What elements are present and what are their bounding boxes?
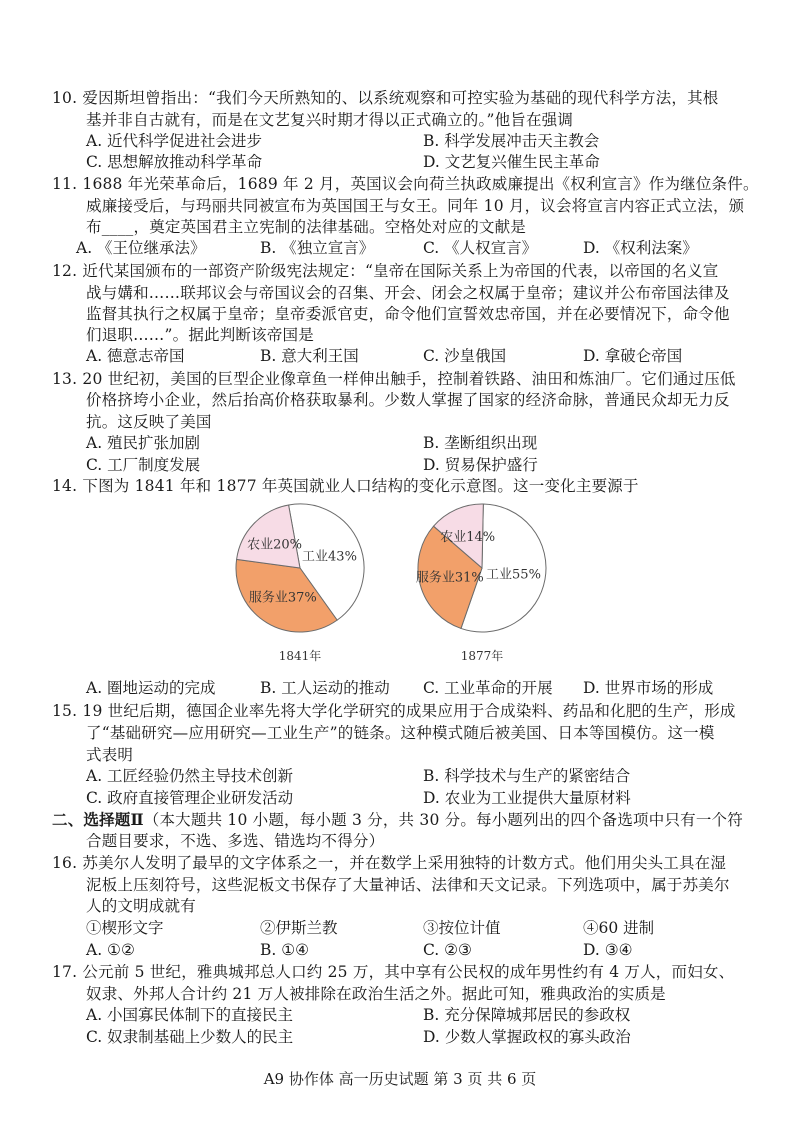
question-16-text-line-3: 人的文明成就有 [86,897,196,915]
question-14-option-b: B. 工人运动的推动 [260,679,390,697]
question-10-text-line-2: 基并非自古就有，而是在文艺复兴时期才得以正式确立的。”他旨在强调 [86,111,574,129]
question-16-item-2: ②伊斯兰教 [260,919,338,937]
question-13-option-a: A. 殖民扩张加剧 [86,434,201,452]
question-11-option-d: D. 《权利法案》 [583,239,698,257]
question-12-option-c: C. 沙皇俄国 [423,347,507,365]
question-16-option-a: A. ①② [86,941,135,959]
question-17-text-line-1: 17. 公元前 5 世纪，雅典城邦总人口约 25 万，其中享有公民权的成年男性约有 4 万人，而妇女、 [52,963,735,981]
section-2-instructions-line-1: （本大题共 10 小题，每小题 3 分，共 30 分。每小题列出的四个备选项中只有一个符 [143,811,743,829]
question-12-option-a: A. 德意志帝国 [86,347,185,365]
pie-1-label-2: 农业14% [440,529,496,545]
question-11-option-c: C. 《人权宣言》 [423,239,538,257]
pie-0-label-0: 工业43% [302,549,357,565]
question-15-text-line-1: 15. 19 世纪后期，德国企业率先将大学化学研究的成果应用于合成染料、药品和化肥的生产，形成 [52,702,736,720]
question-15-text-line-3: 式表明 [86,746,134,764]
question-16-item-1: ①楔形文字 [86,919,164,937]
section-2-heading: 二、选择题Ⅱ [52,810,144,829]
section-2-header [52,810,743,830]
pie-1-label-1: 服务业31% [415,570,484,586]
question-10-option-b: B. 科学发展冲击天主教会 [423,132,600,150]
employment-pie-charts [200,490,600,675]
question-12-text-line-2: 战与媾和……联邦议会与帝国议会的召集、开会、闭会之权属于皇帝；建议并公布帝国法律及 [86,284,730,302]
question-10-option-d: D. 文艺复兴催生民主革命 [423,153,600,171]
question-14-option-d: D. 世界市场的形成 [583,679,714,697]
question-11-text-line-1: 11. 1688 年光荣革命后，1689 年 2 月，英国议会向荷兰执政威廉提出《权利宣言》作为继位条件。 [52,175,759,193]
question-14-option-c: C. 工业革命的开展 [423,679,553,697]
question-15-text-line-2: 了“基础研究—应用研究—工业生产”的链条。这种模式随后被美国、日本等国模仿。这一模 [86,724,715,742]
page-footer: A9 协作体 高一历史试题 第 3 页 共 6 页 [263,1070,537,1088]
question-10-text-line-1: 10. 爱因斯坦曾指出：“我们今天所熟知的、以系统观察和可控实验为基础的现代科学方法，其根 [52,89,719,107]
question-11-option-a: A. 《王位继承法》 [76,239,206,257]
question-16-item-4: ④60 进制 [583,919,655,937]
question-13-option-b: B. 垄断组织出现 [423,434,538,452]
question-15-option-c: C. 政府直接管理企业研发活动 [86,789,294,807]
question-16-option-c: C. ②③ [423,941,472,959]
question-12-option-b: B. 意大利王国 [260,347,359,365]
section-2-instructions-line-2: 合题目要求，不选、多选、错选均不得分） [86,832,385,850]
question-17-text-line-2: 奴隶、外邦人合计约 21 万人被排除在政治生活之外。据此可知，雅典政治的实质是 [86,985,666,1003]
question-16-option-d: D. ③④ [583,941,633,959]
question-13-text-line-1: 13. 20 世纪初，美国的巨型企业像章鱼一样伸出触手，控制着铁路、油田和炼油厂。它们通过压低 [52,370,736,388]
question-11-text-line-2: 威廉接受后，与玛丽共同被宣布为英国国王与女王。同年 10 月，议会将宣言内容正式立法，颁 [86,197,745,215]
pie-0-slice-2 [237,505,303,568]
question-16-option-b: B. ①④ [260,941,310,959]
question-13-text-line-3: 抗。这反映了美国 [86,413,212,431]
question-13-option-d: D. 贸易保护盛行 [423,456,538,474]
question-17-option-a: A. 小国寡民体制下的直接民主 [86,1006,294,1024]
question-17-option-b: B. 充分保障城邦居民的参政权 [423,1006,631,1024]
pie-0-label-2: 农业20% [247,537,303,553]
question-14-option-a: A. 圈地运动的完成 [86,679,216,697]
pie-0-title: 1841年 [278,649,322,663]
question-17-option-d: D. 少数人掌握政权的寡头政治 [423,1028,631,1046]
pie-0-label-1: 服务业37% [248,590,317,606]
question-15-option-d: D. 农业为工业提供大量原材料 [423,789,631,807]
question-13-option-c: C. 工厂制度发展 [86,456,201,474]
question-15-option-a: A. 工匠经验仍然主导技术创新 [86,767,294,785]
question-14-text-line-1: 14. 下图为 1841 年和 1877 年英国就业人口结构的变化示意图。这一变化主要源于 [52,477,639,495]
question-13-text-line-2: 价格挤垮小企业，然后抬高价格获取暴利。少数人掌握了国家的经济命脉，普通民众却无力反 [86,391,730,409]
question-12-text-line-1: 12. 近代某国颁布的一部资产阶级宪法规定：“皇帝在国际关系上为帝国的代表，以帝国的名义宣 [52,262,719,280]
question-12-text-line-4: 们退职……”。据此判断该帝国是 [86,326,314,344]
question-10-option-c: C. 思想解放推动科学革命 [86,153,263,171]
pie-1-label-0: 工业55% [486,567,541,583]
question-16-text-line-1: 16. 苏美尔人发明了最早的文字体系之一，并在数学上采用独特的计数方式。他们用尖头工具在湿 [52,854,727,872]
question-15-option-b: B. 科学技术与生产的紧密结合 [423,767,631,785]
question-16-item-3: ③按位计值 [423,919,501,937]
question-11-option-b: B. 《独立宣言》 [260,239,375,257]
question-12-text-line-3: 监督其执行之权属于皇帝；皇帝委派官吏，命令他们宣誓效忠帝国，并在必要情况下，命令他 [86,305,730,323]
question-17-option-c: C. 奴隶制基础上少数人的民主 [86,1028,294,1046]
question-11-text-line-3: 布____，奠定英国君主立宪制的法律基础。空格处对应的文献是 [86,218,527,236]
question-16-text-line-2: 泥板上压刻符号，这些泥板文书保存了大量神话、法律和天文记录。下列选项中，属于苏美尔 [86,876,730,894]
question-12-option-d: D. 拿破仑帝国 [583,347,683,365]
question-10-option-a: A. 近代科学促进社会进步 [86,132,263,150]
pie-1-title: 1877年 [460,649,504,663]
